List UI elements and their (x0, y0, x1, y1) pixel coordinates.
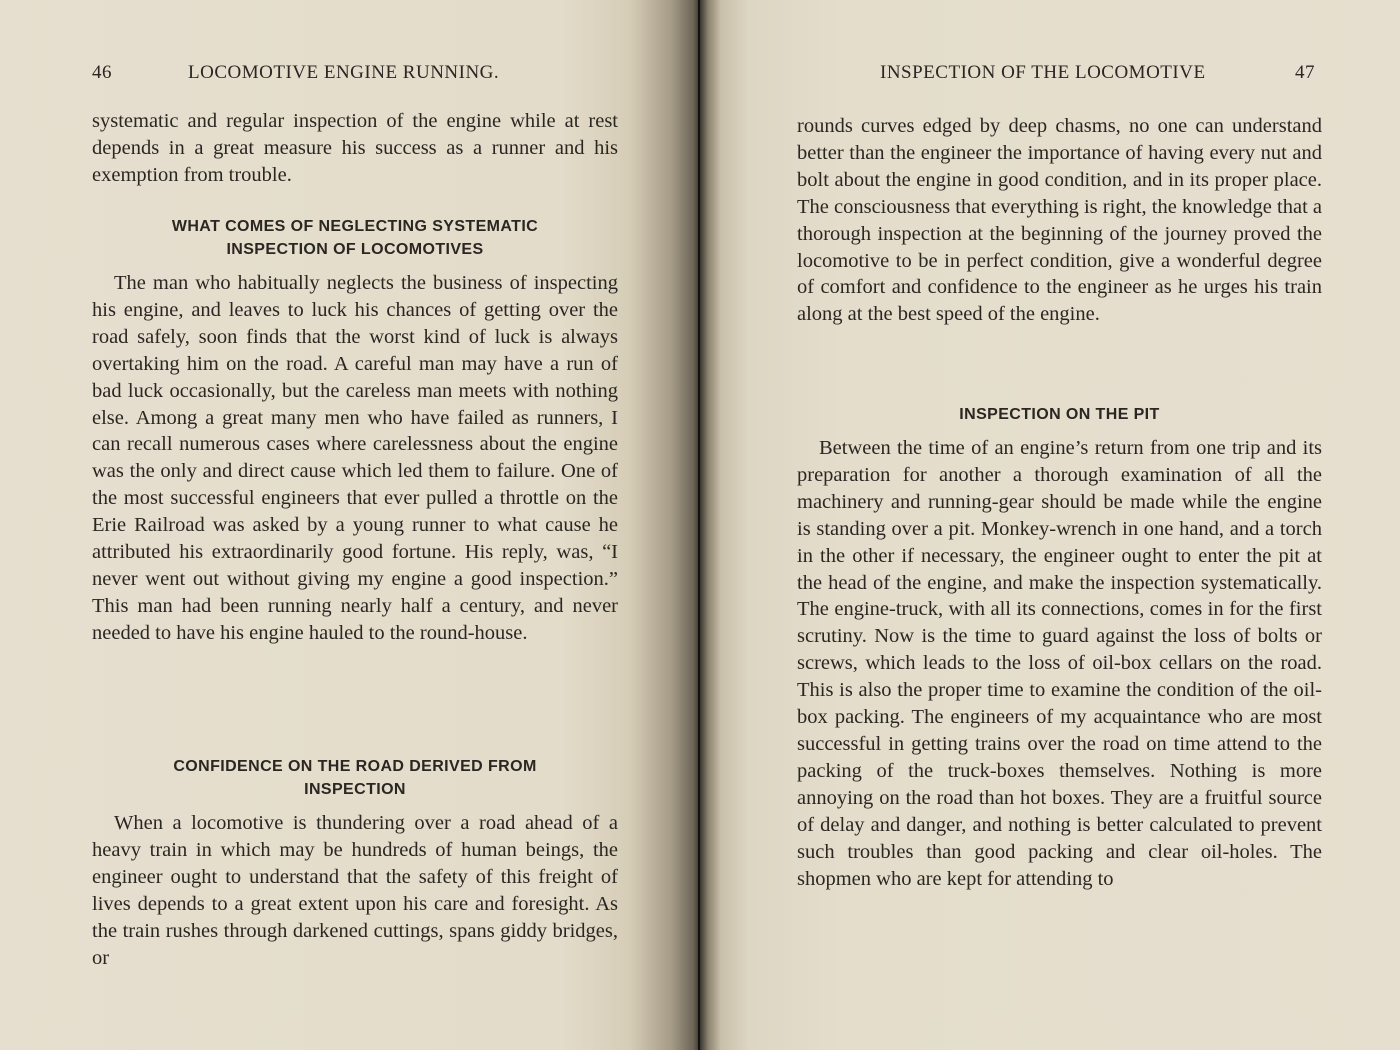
left-para-1-text: systematic and regular inspection of the engine while at rest depends in a great measure his success as a runner and his exemption from trouble. (92, 110, 618, 186)
left-heading-2 (92, 755, 618, 801)
right-paragraph-2 (797, 435, 1322, 892)
left-para-3-text: When a locomotive is thundering over a road ahead of a heavy train in which may be hundreds of human beings, the engineer ought to understand that the safety of this freight of lives depends to a great extent upon his care and foresight. As the train rushes through darkened cuttings, spans giddy bridges, or (92, 812, 618, 969)
left-heading-2-line-2: INSPECTION (304, 781, 406, 798)
right-running-head: INSPECTION OF THE LOCOMOTIVE (880, 62, 1206, 83)
right-page (700, 0, 1400, 1050)
right-page-number: 47 (1295, 62, 1315, 83)
left-heading-1-line-1: WHAT COMES OF NEGLECTING SYSTEMATIC (171, 218, 539, 235)
right-page-header (880, 62, 1315, 90)
left-paragraph-1 (92, 108, 618, 189)
left-heading-1-line-2: INSPECTION OF LOCOMOTIVES (226, 241, 484, 258)
right-heading-1 (797, 403, 1322, 426)
right-para-2-text: Between the time of an engine’s return from one trip and its preparation for another a thorough examination of all the machinery and running-gear should be made while the engine is standing over a pit. Monkey-wrench in one hand, and a torch in the other if necessary, the engineer ought to enter the pit at the head of the engine, and make the inspection systematically. The engine-truck, with all its connections, comes in for the first scrutiny. Now is the time to guard against the loss of bolts or screws, which leads to the loss of oil-box cellars on the road. This is also the proper time to examine the condition of the oil-box packing. The engineers of my acquaintance who are most successful in getting trains over the road on time attend to the packing of the truck-boxes themselves. Nothing is more annoying on the road than hot boxes. They are a fruitful source of delay and danger, and nothing is better calculated to prevent such troubles than good packing and clear oil-holes. The shopmen who are kept for attending to (797, 437, 1322, 890)
right-paragraph-1 (797, 113, 1322, 328)
right-para-1-text: rounds curves edged by deep chasms, no one can understand better than the engineer the importance of having every nut and bolt about the engine in good condition, and in its proper place. The consciousness that everything is right, the knowledge that a thorough inspection at the beginning of the journey proved the locomotive to be in perfect condition, give a wonderful degree of comfort and confidence to the engineer as he urges his train along at the best speed of the engine. (797, 115, 1322, 326)
left-heading-1 (92, 215, 618, 261)
left-para-2-text: The man who habitually neglects the business of inspecting his engine, and leaves to luck his chances of getting over the road safely, soon finds that the worst kind of luck is always overtaking him on the road. A careful man may have a run of bad luck occasionally, but the careless man meets with nothing else. Among a great many men who have failed as runners, I can recall numerous cases where carelessness about the engine was the only and direct cause which led them to failure. One of the most successful engineers that ever pulled a throttle on the Erie Railroad was asked by a young runner to what cause he attributed his extraordinarily good fortune. His reply, was, “I never went out without giving my engine a good inspection.” This man had been running nearly half a century, and never needed to have his engine hauled to the round-house. (92, 272, 618, 644)
left-running-head: LOCOMOTIVE ENGINE RUNNING. (188, 62, 500, 83)
right-heading-1-text: INSPECTION ON THE PIT (959, 406, 1160, 423)
left-page-header (92, 62, 522, 90)
left-page-number: 46 (92, 62, 112, 83)
left-heading-2-line-1: CONFIDENCE ON THE ROAD DERIVED FROM (173, 758, 537, 775)
left-paragraph-2 (92, 270, 618, 647)
left-paragraph-3 (92, 810, 618, 971)
